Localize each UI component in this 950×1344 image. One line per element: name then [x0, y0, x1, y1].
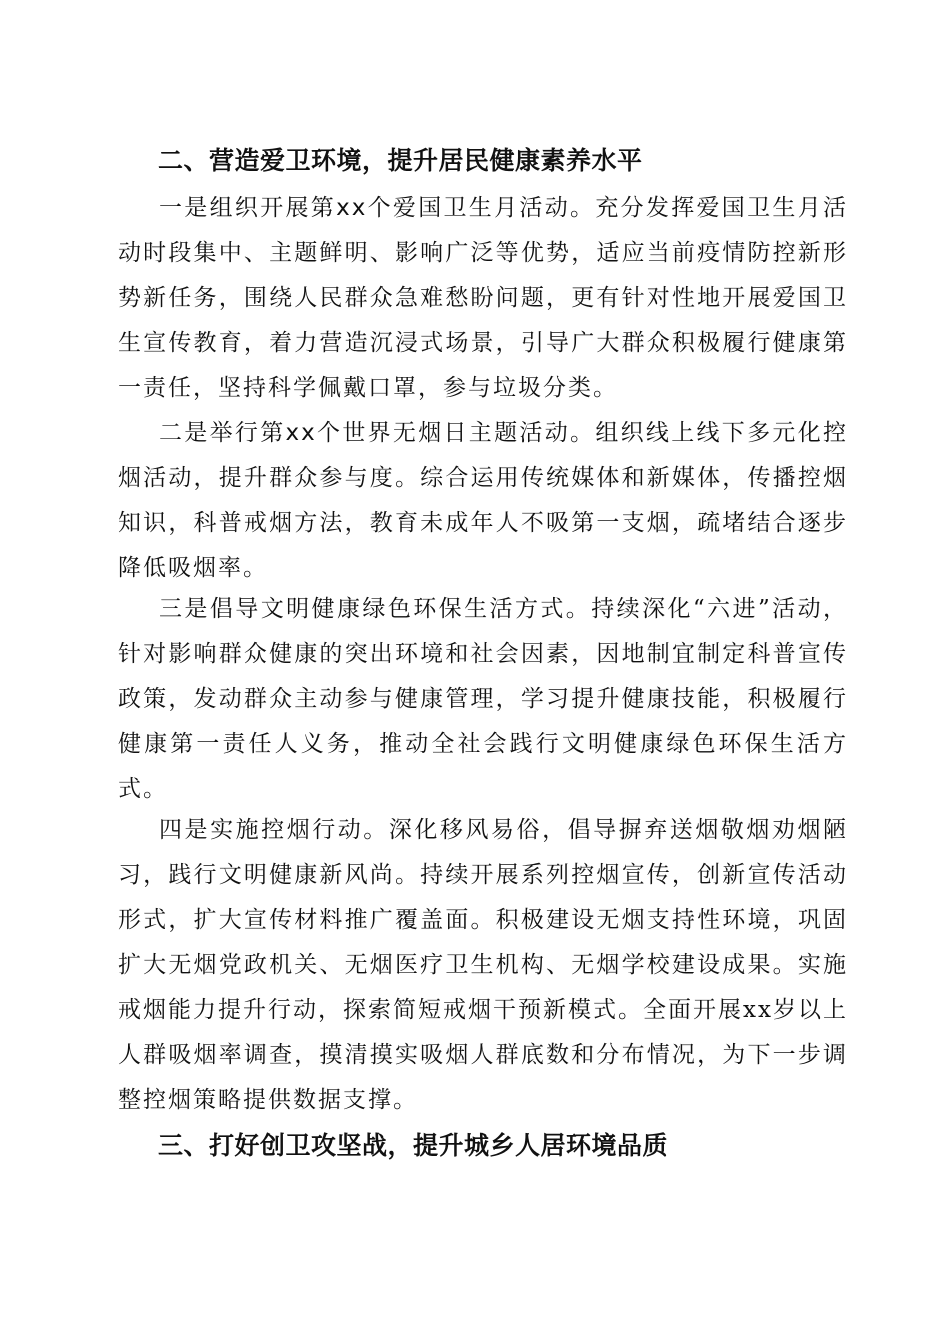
section-heading-2: 二、营造爱卫环境，提升居民健康素养水平 [158, 146, 643, 175]
paragraph-body: 深化移风易俗，倡导摒弃送烟敬烟劝烟陋习，践行文明健康新风尚。持续开展系列控烟宣传，创新宣传活动形式，扩大宣传材料推广覆盖面。积极建设无烟支持性环境，巩固扩大无烟党政机关、无烟医疗卫生机构、无烟学校建设成果。实施戒烟能力提升行动，探索简短戒烟干预新模式。全面开展xx岁以上人群吸烟率调查，摸清摸实吸烟人群底数和分布情况，为下一步调整控烟策略提供数据支撑。 [118, 817, 849, 1113]
paragraph-3 [118, 587, 848, 812]
paragraph-lead: 三是倡导文明健康绿色环保生活方式。 [159, 596, 592, 622]
paragraph-lead: 一是组织开展第xx个爱国卫生月活动。 [159, 195, 596, 221]
paragraph-body: 充分发挥爱国卫生月活动时段集中、主题鲜明、影响广泛等优势，适应当前疫情防控新形势新任务，围绕人民群众急难愁盼问题，更有针对性地开展爱国卫生宣传教育，着力营造沉浸式场景，引导广大群众积极履行健康第一责任，坚持科学佩戴口罩，参与垃圾分类。 [118, 195, 849, 401]
paragraph-lead: 二是举行第xx个世界无烟日主题活动。 [159, 420, 596, 446]
paragraph-lead: 四是实施控烟行动。 [159, 817, 389, 843]
paragraph-2 [118, 411, 848, 591]
paragraph-1 [118, 186, 848, 411]
paragraph-body: 持续深化“六进”活动，针对影响群众健康的突出环境和社会因素，因地制宜制定科普宣传政策，发动群众主动参与健康管理，学习提升健康技能，积极履行健康第一责任人义务，推动全社会践行文明健康绿色环保生活方式。 [118, 596, 848, 802]
paragraph-4 [118, 808, 848, 1123]
section-heading-3: 三、打好创卫攻坚战，提升城乡人居环境品质 [158, 1131, 669, 1160]
paragraph-body: 组织线上线下多元化控烟活动，提升群众参与度。综合运用传统媒体和新媒体，传播控烟知识，科普戒烟方法，教育未成年人不吸第一支烟，疏堵结合逐步降低吸烟率。 [118, 420, 849, 581]
